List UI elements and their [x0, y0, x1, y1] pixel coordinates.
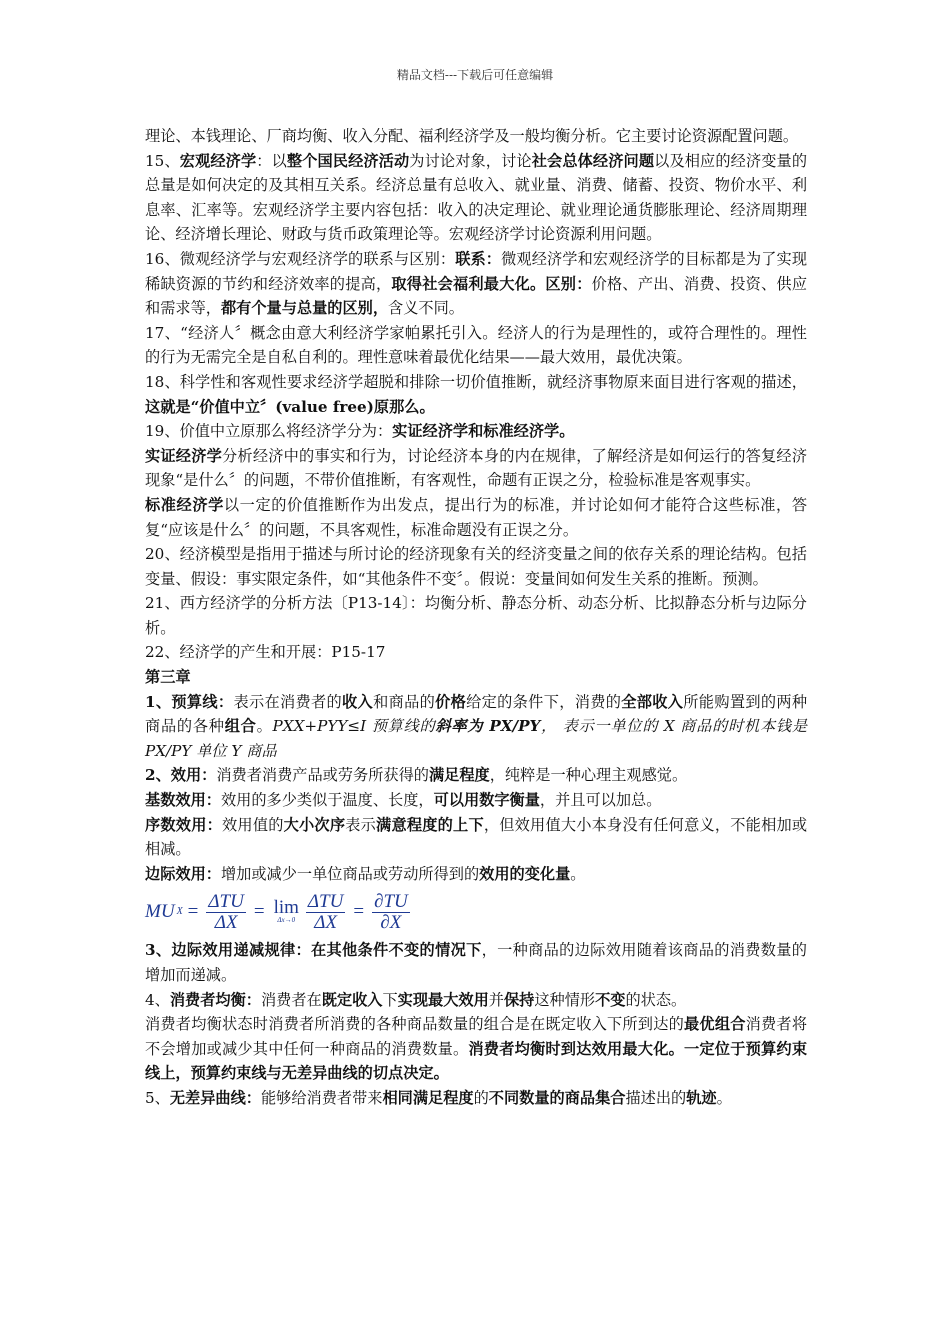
text-run: 19、价值中立原那么将经济学分为： [145, 422, 393, 441]
paragraph-value-neutral-split [145, 419, 807, 444]
bold-text-run: 不变 [595, 990, 626, 1009]
bold-text-run: 相同满足程度 [382, 1088, 474, 1107]
text-run: 以一定的价值推断作为出发点，提出行为的标准，并讨论如何才能符合这些标准，答复“应该是什么〞的问题，不具客观性，标准命题没有正误之分。 [145, 495, 808, 539]
text-run: 消费者消费产品或劳务所获得的 [216, 766, 429, 785]
text-run: 并 [488, 990, 504, 1009]
formula-denominator: ΔX [214, 911, 238, 933]
italic-text-run: ， 表示一单位的 X 商品的时机本钱是 PX/PY 单位 Y 商品 [145, 717, 808, 760]
text-run: 的状态。 [625, 990, 687, 1009]
bold-text-run: 基数效用： [145, 791, 221, 810]
bold-text-run: 既定收入 [321, 990, 383, 1009]
formula-numerator: ΔTU [307, 890, 344, 912]
bold-text-run: 大小次序 [283, 815, 346, 834]
text-run: 以及相应的经济变量的总量是如何决定的及其相互关系。经济总量有总收入、就业量、消费、储蓄、投资、物价水平、利息率、汇率等。宏观经济学主要内容包括：收入的决定理论、就业理论通货膨胀理论、经济周期理论、经济增长理论、财政与货币政策理论等。宏观经济学讨论资源利用问题。 [145, 151, 808, 244]
text-run: 5、 [145, 1088, 170, 1107]
page-header: 精品文档---下载后可任意编辑 [396, 68, 554, 82]
paragraph-resource-allocation [145, 124, 807, 149]
text-run: 18、科学性和客观性要求经济学超脱和排除一切价值推断，就经济事物原来面目进行客观的描述， [145, 372, 807, 391]
formula-fraction-delta [206, 892, 245, 933]
chapter-heading [145, 665, 807, 690]
text-run: ，并且可以加总。 [539, 791, 662, 810]
text-run: 能够给消费者带来 [260, 1088, 383, 1107]
formula-lhs-subscript: X [176, 906, 183, 918]
bold-text-run: 实现最大效用 [397, 990, 489, 1009]
bold-text-run: 3、边际效用递减规律：在其他条件不变的情况下 [145, 941, 482, 960]
formula-limit-subscript: Δx→0 [277, 915, 296, 924]
document-body [145, 124, 807, 1111]
text-run: 效用值的 [222, 815, 284, 834]
paragraph-analysis-methods [145, 591, 807, 640]
paragraph-diminishing-marginal-utility [145, 938, 807, 987]
text-run: 效用的多少类似于温度、长度， [220, 791, 434, 810]
text-run: 给定的条件下，消费的 [466, 692, 622, 711]
paragraph-economic-model [145, 542, 807, 591]
bold-text-run: 取得社会福利最大化。区别： [391, 274, 592, 293]
text-run: ：以 [256, 151, 287, 170]
bold-text-run: 消费者均衡时到达效用最大化。一定位于预算约束线上，预算约束线与无差异曲线的切点决定。 [145, 1039, 808, 1083]
bold-text-run: 保持 [503, 990, 535, 1009]
text-run: 消费者均衡状态时消费者所消费的各种商品数量的组合是在既定收入下所到达的 [145, 1015, 685, 1034]
bold-text-run: 满足程度 [428, 766, 490, 785]
bold-text-run: 全部收入 [621, 692, 684, 711]
text-run: 为讨论对象，讨论 [409, 151, 532, 170]
text-run: 增加或减少一单位商品或劳动所得到的 [220, 864, 480, 883]
text-run: 理论、本钱理论、厂商均衡、收入分配、福利经济学及一般均衡分析。它主要讨论资源配置问题。 [145, 127, 799, 145]
text-run: 和商品的 [373, 692, 436, 711]
bold-text-run: 都有个量与总量的区别， [220, 299, 388, 318]
paragraph-positive-economics [145, 444, 807, 493]
bold-text-run: 社会总体经济问题 [531, 151, 655, 170]
text-run: 的 [473, 1088, 489, 1107]
text-run: 16、微观经济学与宏观经济学的联系与区别： [145, 249, 456, 268]
text-run: 所能购置到的两种商品的各种 [145, 692, 808, 736]
text-run: 。 [570, 864, 586, 883]
paragraph-ordinal-utility [145, 813, 807, 862]
paragraph-micro-macro-relation [145, 247, 807, 321]
formula-denominator: ΔX [314, 911, 338, 933]
formula-equals-3: = [353, 901, 365, 923]
text-run: 消费者在 [260, 990, 322, 1009]
bold-text-run: 可以用数字衡量 [433, 791, 540, 810]
text-run: 分析经济中的事实和行为，讨论经济本身的内在规律，了解经济是如何运行的答复经济现象“是什么〞的问题，不带价值推断，有客观性，命题有正误之分，检验标准是客观事实。 [145, 446, 808, 490]
text-run: 表示 [345, 815, 377, 834]
marginal-utility-formula [145, 886, 807, 938]
paragraph-indifference-curve [145, 1086, 807, 1111]
bold-text-run: 实证经济学 [145, 446, 223, 465]
formula-equals-2: = [253, 901, 265, 923]
text-run: ，一种商品的边际效用随着该商品的消费数量的增加而递减。 [145, 941, 807, 984]
bold-text-run: 2、效用： [145, 766, 217, 785]
bold-text-run: 联系： [455, 249, 502, 268]
text-run: 15、 [145, 151, 180, 170]
paragraph-value-free [145, 370, 807, 419]
text-run: 。 [256, 717, 273, 736]
formula-numerator: ∂TU [374, 890, 408, 912]
bold-text-run: 效用的变化量 [479, 864, 571, 883]
bold-text-run: 满意程度的上下 [376, 815, 484, 834]
bold-text-run: 实证经济学和标准经济学。 [392, 422, 575, 441]
paragraph-budget-line [145, 690, 807, 764]
bold-text-run: 这就是“价值中立〞(value free)原那么。 [145, 397, 435, 416]
paragraph-cardinal-utility [145, 788, 807, 813]
paragraph-marginal-utility [145, 862, 807, 887]
text-run: 21、西方经济学的分析方法〔P13-14〕：均衡分析、静态分析、动态分析、比拟静态分析与边际分析。 [145, 594, 807, 637]
paragraph-economic-man [145, 321, 807, 370]
formula-denominator: ∂X [380, 911, 402, 933]
bold-text-run: 价格 [435, 692, 467, 711]
paragraph-normative-economics [145, 493, 807, 542]
paragraph-consumer-equilibrium [145, 988, 807, 1013]
text-run: 22、经济学的产生和开展：P15-17 [145, 643, 386, 662]
text-run: 。 [716, 1088, 732, 1107]
bold-text-run: 消费者均衡： [169, 990, 261, 1009]
text-run: 微观经济学和宏观经济学的目标都是为了实现稀缺资源的节约和经济效率的提高， [145, 249, 808, 293]
text-run: 20、经济模型是指用于描述与所讨论的经济现象有关的经济变量之间的依存关系的理论结构。包括变量、假设：事实限定条件，如“其他条件不变〞。假说：变量间如何发生关系的推断。预测。 [145, 545, 807, 588]
formula-equals-1: = [187, 901, 199, 923]
bold-text-run: 第三章 [145, 668, 191, 687]
bold-text-run: 序数效用： [145, 815, 223, 834]
paragraph-utility [145, 763, 807, 788]
bold-text-run: 不同数量的商品集合 [488, 1088, 626, 1107]
text-run: ，但效用值大小本身没有任何意义，不能相加或相减。 [145, 815, 808, 859]
text-run: 表示在消费者的 [233, 692, 343, 711]
bold-text-run: 最优组合 [684, 1015, 746, 1034]
formula-lhs: MU [145, 901, 175, 923]
formula-limit [273, 896, 299, 925]
formula-numerator: ΔTU [208, 890, 244, 912]
bold-text-run: 标准经济学 [145, 495, 224, 514]
text-run: 下 [382, 990, 398, 1009]
italic-text-run: PXX+PYY≤I 预算线的 [272, 717, 436, 736]
text-run: 描述出的 [625, 1088, 687, 1107]
bold-text-run: 组合 [224, 717, 257, 736]
bold-text-run: 1、预算线： [145, 692, 234, 711]
text-run: 这种情形 [534, 990, 596, 1009]
bold-text-run: 无差异曲线： [169, 1088, 261, 1107]
text-run: 含义不同。 [388, 299, 464, 318]
text-run: 17、“经济人〞概念由意大利经济学家帕累托引入。经济人的行为是理性的，或符合理性的。理性的行为无需完全是自私自利的。理性意味着最优化结果——最大效用，最优决策。 [145, 323, 807, 367]
bold-text-run: 收入 [342, 692, 374, 711]
text-run: 4、 [145, 990, 170, 1009]
bold-text-run: 整个国民经济活动 [286, 151, 410, 170]
bold-text-run: 宏观经济学 [179, 151, 257, 170]
bold-text-run: 边际效用： [145, 864, 221, 883]
bold-text-run: 轨迹 [686, 1088, 717, 1107]
paragraph-macroeconomics [145, 149, 807, 247]
bold-italic-text-run: 斜率为 PX/PY [435, 717, 541, 736]
paragraph-optimal-combination [145, 1012, 807, 1086]
text-run: 消费者将不会增加或减少其中任何一种商品的消费数量。 [145, 1015, 808, 1058]
formula-fraction-limit [306, 892, 345, 933]
paragraph-economics-origin [145, 640, 807, 665]
formula-limit-label: lim [273, 896, 299, 918]
formula-fraction-partial [372, 892, 410, 933]
text-run: 价格、产出、消费、投资、供应和需求等， [145, 274, 808, 318]
text-run: ，纯粹是一种心理主观感觉。 [489, 766, 688, 785]
